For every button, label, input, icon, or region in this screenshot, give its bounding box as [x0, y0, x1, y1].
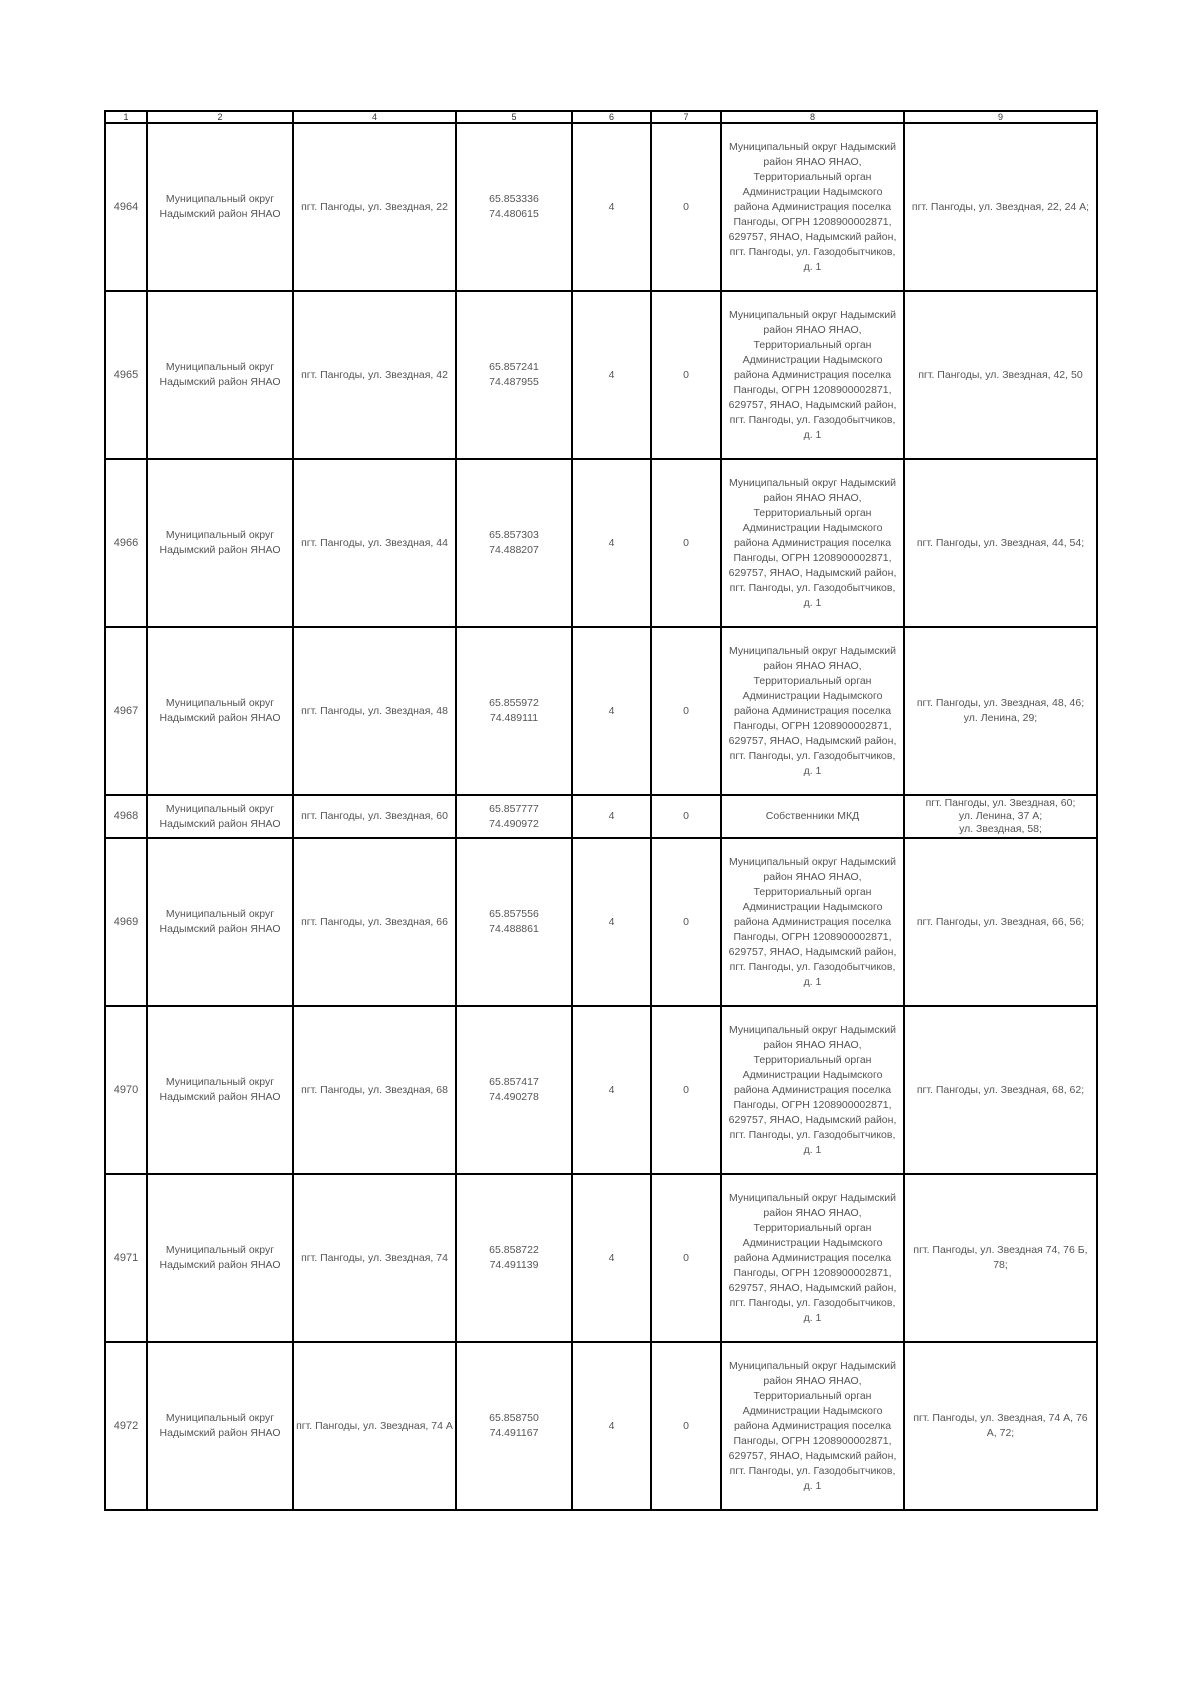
- column-header: 6: [572, 111, 651, 123]
- column-6-cell: 4: [572, 123, 651, 291]
- column-6-cell: 4: [572, 627, 651, 795]
- row-id: 4972: [105, 1342, 147, 1510]
- table-row: [105, 1174, 1097, 1342]
- address-cell: пгт. Пангоды, ул. Звездная, 60: [293, 795, 456, 838]
- coordinates-cell: 65.853336 74.480615: [456, 123, 572, 291]
- municipality-cell: Муниципальный округ Надымский район ЯНАО: [147, 123, 293, 291]
- column-6-cell: 4: [572, 1342, 651, 1510]
- registry-table: [104, 110, 1098, 1511]
- served-addresses-cell: пгт. Пангоды, ул. Звездная 74, 76 Б, 78;: [904, 1174, 1097, 1342]
- column-7-cell: 0: [651, 459, 721, 627]
- column-6-cell: 4: [572, 795, 651, 838]
- column-7-cell: 0: [651, 838, 721, 1006]
- coordinates-cell: 65.857777 74.490972: [456, 795, 572, 838]
- served-addresses-cell: пгт. Пангоды, ул. Звездная, 74 А, 76 А, 72;: [904, 1342, 1097, 1510]
- column-header: 4: [293, 111, 456, 123]
- address-cell: пгт. Пангоды, ул. Звездная, 68: [293, 1006, 456, 1174]
- owner-cell: Муниципальный округ Надымский район ЯНАО ЯНАО, Территориальный орган Администрации Надымского района Администрация поселка Пангоды, ОГРН 1208900002871, 629757, ЯНАО, Надымский район, пгт. Пангоды, ул. Газодобытчиков, д. 1: [721, 1174, 904, 1342]
- served-addresses-cell: пгт. Пангоды, ул. Звездная, 68, 62;: [904, 1006, 1097, 1174]
- column-7-cell: 0: [651, 627, 721, 795]
- coordinates-cell: 65.858722 74.491139: [456, 1174, 572, 1342]
- address-cell: пгт. Пангоды, ул. Звездная, 44: [293, 459, 456, 627]
- table-row: [105, 291, 1097, 459]
- municipality-cell: Муниципальный округ Надымский район ЯНАО: [147, 1342, 293, 1510]
- row-id: 4969: [105, 838, 147, 1006]
- column-header: 9: [904, 111, 1097, 123]
- municipality-cell: Муниципальный округ Надымский район ЯНАО: [147, 627, 293, 795]
- column-7-cell: 0: [651, 123, 721, 291]
- owner-cell: Муниципальный округ Надымский район ЯНАО ЯНАО, Территориальный орган Администрации Надымского района Администрация поселка Пангоды, ОГРН 1208900002871, 629757, ЯНАО, Надымский район, пгт. Пангоды, ул. Газодобытчиков, д. 1: [721, 123, 904, 291]
- coordinates-cell: 65.855972 74.489111: [456, 627, 572, 795]
- row-id: 4965: [105, 291, 147, 459]
- column-header: 8: [721, 111, 904, 123]
- column-7-cell: 0: [651, 1342, 721, 1510]
- column-header: 2: [147, 111, 293, 123]
- coordinates-cell: 65.857556 74.488861: [456, 838, 572, 1006]
- table-row: [105, 123, 1097, 291]
- owner-cell: Муниципальный округ Надымский район ЯНАО ЯНАО, Территориальный орган Администрации Надымского района Администрация поселка Пангоды, ОГРН 1208900002871, 629757, ЯНАО, Надымский район, пгт. Пангоды, ул. Газодобытчиков, д. 1: [721, 1342, 904, 1510]
- owner-cell: Муниципальный округ Надымский район ЯНАО ЯНАО, Территориальный орган Администрации Надымского района Администрация поселка Пангоды, ОГРН 1208900002871, 629757, ЯНАО, Надымский район, пгт. Пангоды, ул. Газодобытчиков, д. 1: [721, 459, 904, 627]
- table-row: [105, 627, 1097, 795]
- row-id: 4970: [105, 1006, 147, 1174]
- municipality-cell: Муниципальный округ Надымский район ЯНАО: [147, 459, 293, 627]
- served-addresses-cell: пгт. Пангоды, ул. Звездная, 42, 50: [904, 291, 1097, 459]
- served-addresses-cell: пгт. Пангоды, ул. Звездная, 66, 56;: [904, 838, 1097, 1006]
- municipality-cell: Муниципальный округ Надымский район ЯНАО: [147, 838, 293, 1006]
- table-row: [105, 838, 1097, 1006]
- served-addresses-cell: пгт. Пангоды, ул. Звездная, 22, 24 А;: [904, 123, 1097, 291]
- address-cell: пгт. Пангоды, ул. Звездная, 22: [293, 123, 456, 291]
- served-addresses-cell: пгт. Пангоды, ул. Звездная, 48, 46; ул. Ленина, 29;: [904, 627, 1097, 795]
- served-addresses-cell: пгт. Пангоды, ул. Звездная, 60; ул. Ленина, 37 А; ул. Звездная, 58;: [904, 795, 1097, 838]
- table-row: [105, 459, 1097, 627]
- address-cell: пгт. Пангоды, ул. Звездная, 74 А: [293, 1342, 456, 1510]
- owner-cell: Собственники МКД: [721, 795, 904, 838]
- owner-cell: Муниципальный округ Надымский район ЯНАО ЯНАО, Территориальный орган Администрации Надымского района Администрация поселка Пангоды, ОГРН 1208900002871, 629757, ЯНАО, Надымский район, пгт. Пангоды, ул. Газодобытчиков, д. 1: [721, 291, 904, 459]
- municipality-cell: Муниципальный округ Надымский район ЯНАО: [147, 795, 293, 838]
- municipality-cell: Муниципальный округ Надымский район ЯНАО: [147, 1174, 293, 1342]
- column-header: 7: [651, 111, 721, 123]
- row-id: 4966: [105, 459, 147, 627]
- municipality-cell: Муниципальный округ Надымский район ЯНАО: [147, 1006, 293, 1174]
- table-row: [105, 1006, 1097, 1174]
- column-header: 5: [456, 111, 572, 123]
- municipality-cell: Муниципальный округ Надымский район ЯНАО: [147, 291, 293, 459]
- row-id: 4968: [105, 795, 147, 838]
- row-id: 4971: [105, 1174, 147, 1342]
- column-7-cell: 0: [651, 795, 721, 838]
- column-6-cell: 4: [572, 291, 651, 459]
- column-7-cell: 0: [651, 1006, 721, 1174]
- address-cell: пгт. Пангоды, ул. Звездная, 42: [293, 291, 456, 459]
- column-7-cell: 0: [651, 291, 721, 459]
- coordinates-cell: 65.857241 74.487955: [456, 291, 572, 459]
- table-row: [105, 795, 1097, 838]
- table-row: [105, 1342, 1097, 1510]
- owner-cell: Муниципальный округ Надымский район ЯНАО ЯНАО, Территориальный орган Администрации Надымского района Администрация поселка Пангоды, ОГРН 1208900002871, 629757, ЯНАО, Надымский район, пгт. Пангоды, ул. Газодобытчиков, д. 1: [721, 627, 904, 795]
- column-6-cell: 4: [572, 1174, 651, 1342]
- coordinates-cell: 65.857303 74.488207: [456, 459, 572, 627]
- coordinates-cell: 65.857417 74.490278: [456, 1006, 572, 1174]
- address-cell: пгт. Пангоды, ул. Звездная, 48: [293, 627, 456, 795]
- served-addresses-cell: пгт. Пангоды, ул. Звездная, 44, 54;: [904, 459, 1097, 627]
- column-6-cell: 4: [572, 838, 651, 1006]
- column-header: 1: [105, 111, 147, 123]
- column-6-cell: 4: [572, 1006, 651, 1174]
- column-7-cell: 0: [651, 1174, 721, 1342]
- row-id: 4967: [105, 627, 147, 795]
- coordinates-cell: 65.858750 74.491167: [456, 1342, 572, 1510]
- address-cell: пгт. Пангоды, ул. Звездная, 66: [293, 838, 456, 1006]
- address-cell: пгт. Пангоды, ул. Звездная, 74: [293, 1174, 456, 1342]
- column-6-cell: 4: [572, 459, 651, 627]
- owner-cell: Муниципальный округ Надымский район ЯНАО ЯНАО, Территориальный орган Администрации Надымского района Администрация поселка Пангоды, ОГРН 1208900002871, 629757, ЯНАО, Надымский район, пгт. Пангоды, ул. Газодобытчиков, д. 1: [721, 838, 904, 1006]
- row-id: 4964: [105, 123, 147, 291]
- header-row: [105, 111, 1097, 123]
- owner-cell: Муниципальный округ Надымский район ЯНАО ЯНАО, Территориальный орган Администрации Надымского района Администрация поселка Пангоды, ОГРН 1208900002871, 629757, ЯНАО, Надымский район, пгт. Пангоды, ул. Газодобытчиков, д. 1: [721, 1006, 904, 1174]
